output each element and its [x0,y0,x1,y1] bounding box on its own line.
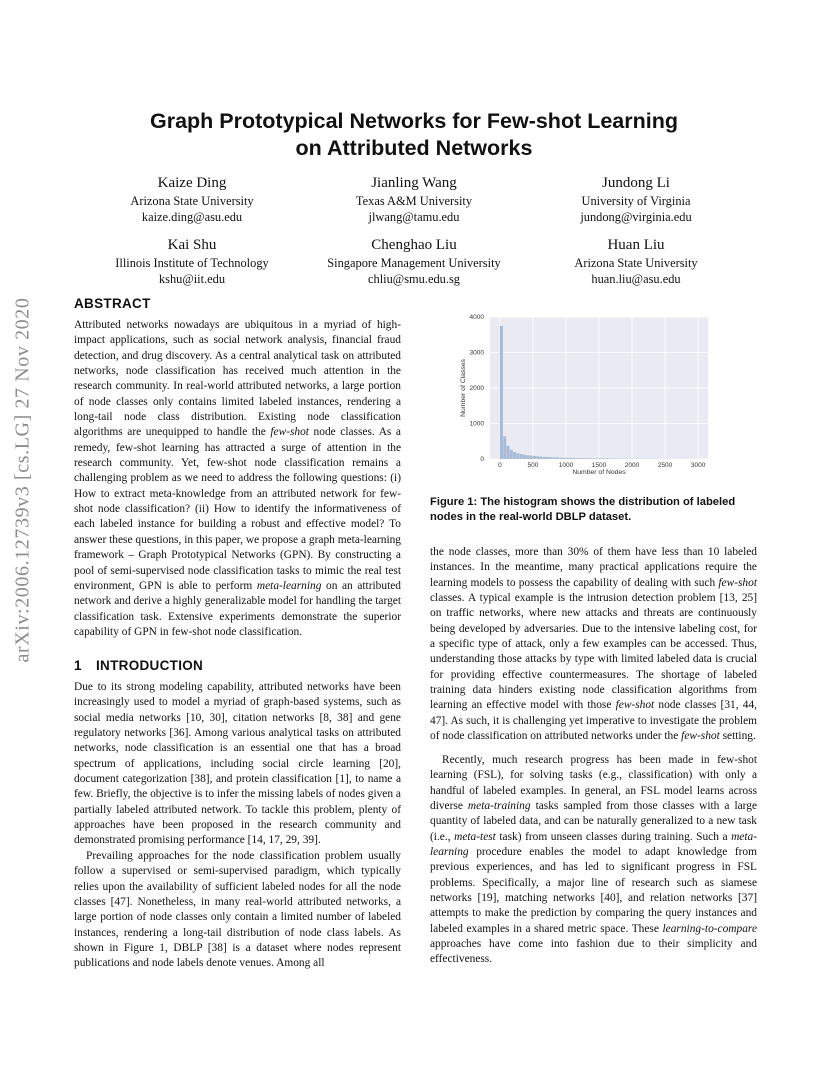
author-affiliation: Arizona State University [574,256,698,270]
author-email[interactable]: jundong@virginia.edu [580,210,692,224]
section-title: INTRODUCTION [96,658,204,673]
intro-paragraph-2: Prevailing approaches for the node classification problem usually follow a supervised or semi-supervised paradigm, which typically relies upon the availability of sufficient labeled nodes for all the node classes [47]. Nonetheless, in many real-world attributed networks, a large portion of node classes only contain a limited number of labeled instances, rendering a long-tail distribution of node class labels. As shown in Figure 1, DBLP [38] is a dataset where nodes represent publications and node labels denote venues. Among all [74,850,401,970]
right-paragraph-2: Recently, much research progress has been made in few-shot learning (FSL), for solving tasks (e.g., classification) with only a handful of labeled examples. In general, an FSL model learns across diverse meta-training tasks sampled from those classes with a large quantity of labeled data, and can be naturally generalized to a new task (i.e., meta-test task) from unseen classes during training. Such a meta-learning procedure enables the model to adapt knowledge from previous experiences, and has led to significant progress in FSL problems. Specifically, a major line of research such as siamese networks [19], matching networks [40], and relation networks [37] attempts to make the prediction by comparing the query instances and labeled examples in a shared metric space. These learning-to-compare approaches have come into fashion due to their simplicity and effectiveness. [430,754,758,966]
y-tick-label: 1000 [469,420,484,428]
author-affiliation: Illinois Institute of Technology [115,256,269,270]
histogram-bar [536,456,539,459]
histogram-bar [582,458,585,459]
histogram-bar [602,458,605,459]
author-email[interactable]: chliu@smu.edu.sg [368,272,460,286]
y-tick-label: 0 [480,456,484,464]
author-block [77,174,307,225]
author-affiliation: Texas A&M University [355,194,473,208]
histogram-bar [526,455,529,459]
x-tick-label: 500 [527,462,539,469]
histogram-bar [500,326,503,459]
histogram-bar [579,458,582,459]
histogram-bar [559,458,562,459]
section-heading-introduction [74,658,203,673]
histogram-bar [507,446,510,459]
histogram-bar [503,436,506,459]
histogram-bar [566,458,569,459]
title-line-2: on Attributed Networks [295,136,533,160]
histogram-bar [596,458,599,459]
intro-paragraph-1: Due to its strong modeling capability, attributed networks have been increasingly used to model a myriad of graph-based systems, such as social media networks [10, 30], citation networks [8, 38] and gene regulatory networks [36]. Among various analytical tasks on attributed networks, node classification is an essential one that has a broad spectrum of applications, including social circle learning [20], document categorization [38], and protein classification [1], to name a few. Briefly, the objective is to infer the missing labels of nodes given a partially labeled attributed network. To tackle this problem, plenty of approaches have been proposed in the research community and demonstrated promising performance [14, 17, 29, 39]. [74,681,401,847]
histogram-bar [510,450,513,459]
histogram-bar [523,455,526,459]
histogram-bar [586,458,589,459]
histogram-bar [553,457,556,459]
histogram-bar [592,458,595,459]
histogram-bar [573,458,576,459]
author-name: Kaize Ding [157,175,227,191]
author-block [299,236,529,287]
author-affiliation: Singapore Management University [327,256,501,270]
author-block [299,174,529,225]
author-block [521,236,751,287]
x-tick-label: 0 [498,462,502,469]
author-email[interactable]: kshu@iit.edu [158,272,226,286]
author-email[interactable]: huan.liu@asu.edu [591,272,681,286]
histogram-bar [546,457,549,459]
histogram-bar [599,458,602,459]
histogram-bar [589,458,592,459]
histogram-chart [455,311,717,479]
author-affiliation: University of Virginia [581,194,691,208]
author-block [77,236,307,287]
histogram-bar [576,458,579,459]
histogram-bar [540,457,543,459]
right-paragraph-1: the node classes, more than 30% of them have less than 10 labeled instances. In the meantime, many practical applications require the learning models to possess the capability of dealing with such few-shot classes. A typical example is the intrusion detection problem [13, 25] on traffic networks, where new attacks and threats are continuously being developed by adversaries. Due to the intensive labeling cost, for a specific type of attack, only a few examples can be accessed. Thus, understanding those attacks by type with limited labeled data is crucial for providing effective countermeasures. The shortage of labeled training data hinders existing node classification algorithms from learning an effective model with those few-shot node classes [31, 44, 47]. As such, it is challenging yet imperative to investigate the problem of node classification on attributed networks under the few-shot setting. [430,546,757,743]
histogram-bar [549,457,552,459]
x-tick-label: 3000 [690,462,706,469]
author-name: Kai Shu [167,237,217,253]
histogram-bar [569,458,572,459]
author-email[interactable]: kaize.ding@asu.edu [141,210,243,224]
section-number: 1 [74,658,82,673]
histogram-bar [513,452,516,459]
x-tick-label: 2500 [657,462,673,469]
x-tick-label: 2000 [624,462,640,469]
author-name: Jianling Wang [371,175,457,191]
x-axis-label: Number of Nodes [572,469,626,476]
y-tick-label: 4000 [469,314,484,322]
histogram-bar [530,456,533,459]
author-name: Chenghao Liu [371,237,457,253]
y-tick-label: 3000 [469,349,484,357]
abstract-text: Attributed networks nowadays are ubiquitous in a myriad of high-impact applications, such as social network analysis, financial fraud detection, and drug discovery. As a central analytical task on attributed networks, node classification has received much attention in the research community. In real-world attributed networks, a large portion of node classes only contains limited labeled instances, rendering a long-tail node class distribution. Existing node classification algorithms are unequipped to handle the few-shot node classes. As a remedy, few-shot learning has attracted a surge of attention in the research community. Yet, few-shot node classification remains a challenging problem as we need to address the following questions: (i) How to extract meta-knowledge from an attributed network for few-shot node classification? (ii) How to identify the informativeness of each labeled instance for building a robust and effective model? To answer these questions, in this paper, we propose a graph meta-learning framework – Graph Prototypical Networks (GPN). By constructing a pool of semi-supervised node classification tasks to mimic the real test environment, GPN is able to perform meta-learning on an attributed network and derive a highly generalizable model for handling the target classification task. Extensive experiments demonstrate the superior capability of GPN in few-shot node classification. [74,319,401,638]
histogram-bar [520,454,523,459]
y-axis-label: Number of Classes [460,359,467,417]
histogram-bar [533,456,536,459]
author-email[interactable]: jlwang@tamu.edu [368,210,460,224]
x-tick-label: 1500 [591,462,607,469]
histogram-bar [516,453,519,459]
author-name: Jundong Li [602,175,670,191]
histogram-bar [563,458,566,459]
author-block [521,174,751,225]
x-tick-label: 1000 [558,462,574,469]
title-line-1: Graph Prototypical Networks for Few-shot Learning [149,109,678,133]
histogram-bar [556,458,559,459]
abstract-heading: ABSTRACT [74,296,151,311]
figure-caption: Figure 1: The histogram shows the distribution of labeled nodes in the real-world DBLP dataset. [430,496,736,523]
y-tick-label: 2000 [469,385,484,393]
author-name: Huan Liu [607,237,665,253]
author-affiliation: Arizona State University [130,194,254,208]
paper-title [90,108,738,162]
histogram-bar [543,457,546,459]
